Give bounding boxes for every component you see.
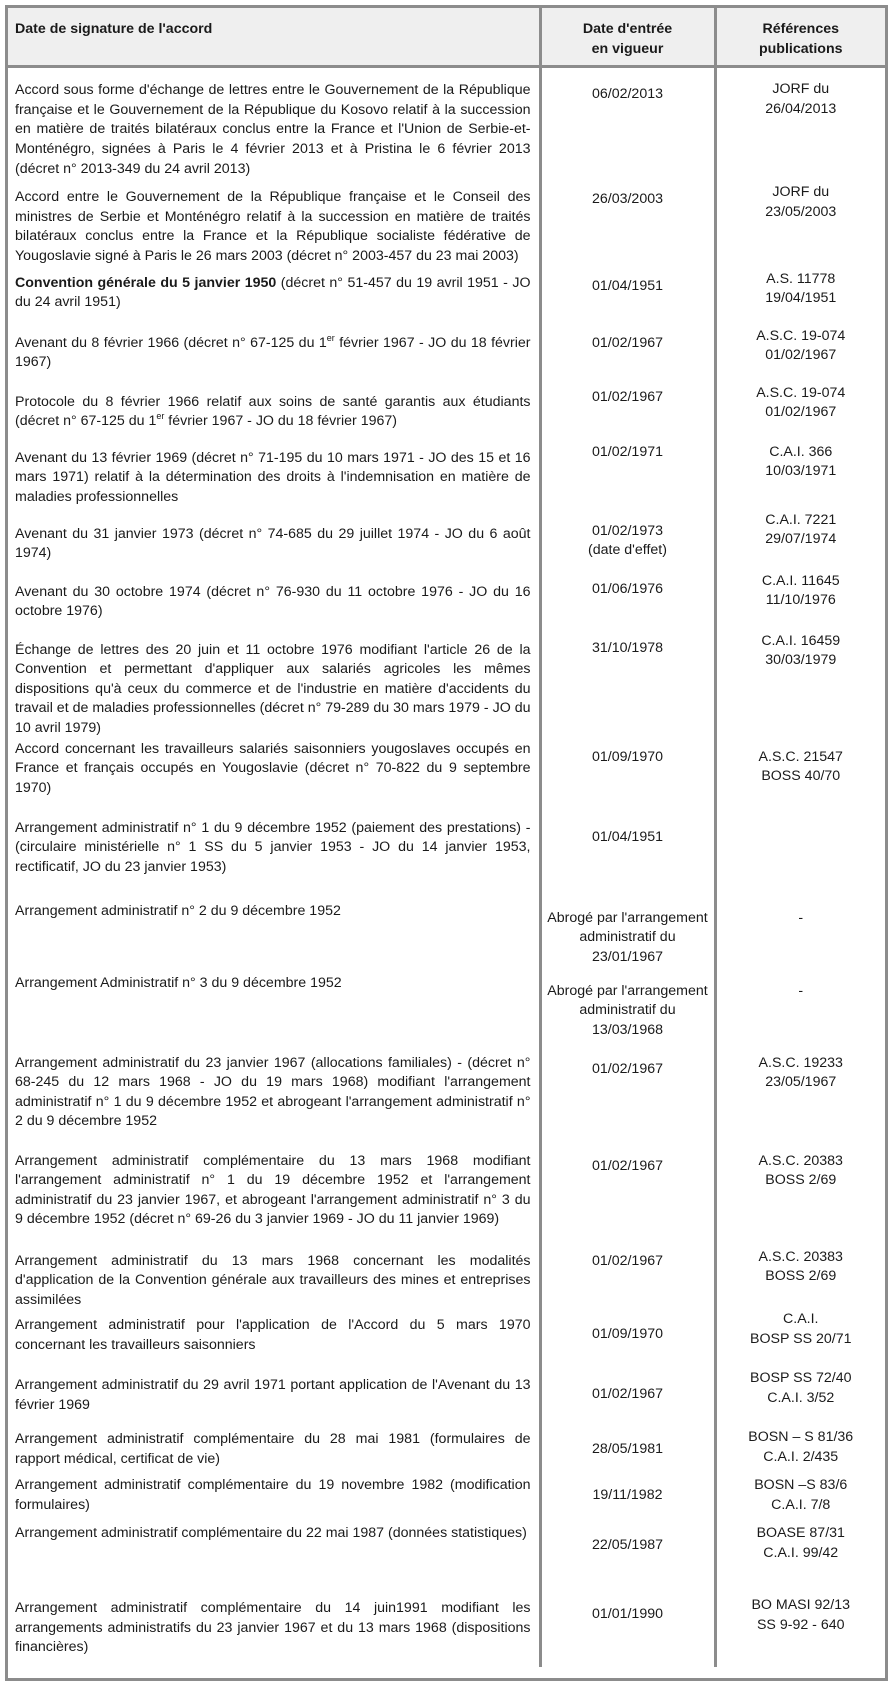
accords-table xyxy=(8,8,885,1667)
entry-date-cell: 26/03/2003 xyxy=(540,179,715,266)
entry-date-cell: 19/11/1982 xyxy=(540,1476,715,1524)
entry-date-cell: 01/02/1973 (date d'effet) xyxy=(540,511,715,569)
table-row xyxy=(8,896,885,974)
entry-date-cell: 01/02/1967 xyxy=(540,1369,715,1428)
accord-cell: Accord entre le Gouvernement de la République française et le Conseil des ministres de Serbie et Monténégro relatif à la succession en matière de traités bilatéraux conclus entre la France et la République socialiste fédérative de Yougoslavie signé à Paris le 26 mars 2003 (décret n° 2003-457 du 23 mai 2003) xyxy=(15,189,531,264)
entry-date-cell: 01/04/1951 xyxy=(540,267,715,325)
reference-cell: - xyxy=(715,896,885,974)
reference-cell: A.S. 11778 19/04/1951 xyxy=(715,267,885,325)
reference-cell: A.S.C. 20383 BOSS 2/69 xyxy=(715,1248,885,1311)
accord-cell: Avenant du 31 janvier 1973 (décret n° 74-685 du 29 juillet 1974 - JO du 6 août 1974) xyxy=(15,525,531,562)
table-row xyxy=(8,1054,885,1152)
accord-cell: Protocole du 8 février 1966 relatif aux soins de santé garantis aux étudiants (décret n° 67-125 du 1er février 1967 - JO du 18 février 1967) xyxy=(15,393,531,430)
entry-date-cell: 01/02/1967 xyxy=(540,1248,715,1311)
accord-cell: Arrangement administratif du 13 mars 1968 concernant les modalités d'application de la Convention générale aux travailleurs des mines et entreprises assimilées xyxy=(15,1252,531,1308)
reference-cell: BOASE 87/31 C.A.I. 99/42 xyxy=(715,1524,885,1587)
accord-cell: Échange de lettres des 20 juin et 11 octobre 1976 modifiant l'article 26 de la Convention et permettant d'appliquer aux salariés agricoles les mêmes dispositions qu'à ceux du commerce et de l'industrie en matière d'accidents du travail et de maladies professionnelles (décret n° 79-289 du 30 mars 1979 - JO du 10 avril 1979) xyxy=(15,641,531,736)
entry-date-cell: 01/09/1970 xyxy=(540,739,715,813)
entry-date-cell: 06/02/2013 xyxy=(540,67,715,179)
table-frame xyxy=(5,5,888,1681)
entry-date-cell: 22/05/1987 xyxy=(540,1524,715,1587)
reference-cell: A.S.C. 19-074 01/02/1967 xyxy=(715,384,885,443)
accord-cell: Arrangement Administratif n° 3 du 9 décembre 1952 xyxy=(15,974,342,991)
accord-cell: Arrangement administratif complémentaire du 13 mars 1968 modifiant l'arrangement administratif n° 1 du 19 décembre 1952 et l'arrangement administratif du 23 janvier 1967, et abrogeant l'arrangement administratif n° 3 du 9 décembre 1952 (décret n° 69-26 du 3 janvier 1969 - JO du 11 janvier 1969) xyxy=(15,1152,531,1228)
table-row xyxy=(8,384,885,443)
table-row xyxy=(8,1248,885,1311)
table-row xyxy=(8,267,885,325)
reference-cell: C.A.I. 366 10/03/1971 xyxy=(715,443,885,511)
reference-cell: C.A.I. 11645 11/10/1976 xyxy=(715,569,885,628)
table-row xyxy=(8,1524,885,1587)
accord-cell: Arrangement administratif complémentaire du 28 mai 1981 (formulaires de rapport médical, certificat de vie) xyxy=(15,1431,531,1467)
accord-cell: Arrangement administratif n° 1 du 9 décembre 1952 (paiement des prestations) - (circulaire ministérielle n° 1 SS du 5 janvier 1953 - JO du 14 janvier 1953, rectificatif, JO du 23 janvier 1953) xyxy=(15,819,531,875)
table-row xyxy=(8,1428,885,1476)
header-entry-date: Date d'entrée en vigueur xyxy=(540,8,715,67)
accord-cell: Arrangement administratif complémentaire du 22 mai 1987 (données statistiques) xyxy=(15,1525,527,1542)
reference-cell: A.S.C. 19233 23/05/1967 xyxy=(715,1054,885,1152)
accord-cell: Avenant du 8 février 1966 (décret n° 67-125 du 1er février 1967 - JO du 18 février 1967) xyxy=(15,332,531,371)
entry-date-cell: 01/02/1971 xyxy=(540,443,715,511)
accord-cell: Arrangement administratif n° 2 du 9 décembre 1952 xyxy=(15,902,341,919)
accord-cell: Accord sous forme d'échange de lettres entre le Gouvernement de la République française et le Gouvernement de la République du Kosovo relatif à la succession en matière de traités bilatéraux conclus entre la France et l'Union de Serbie-et-Monténégro, signées à Paris le 4 février 2013 et à Pristina le 6 février 2013 (décret n° 2013-349 du 24 avril 2013) xyxy=(15,82,531,177)
reference-cell: A.S.C. 21547 BOSS 40/70 xyxy=(715,739,885,813)
accord-cell: Arrangement administratif complémentaire du 14 juin1991 modifiant les arrangements administratifs du 23 janvier 1967 et du 13 mars 1968 (dispositions financières) xyxy=(15,1600,531,1656)
reference-cell: C.A.I. BOSP SS 20/71 xyxy=(715,1310,885,1369)
reference-cell: BOSN –S 83/6 C.A.I. 7/8 xyxy=(715,1476,885,1524)
accord-cell: Convention générale du 5 janvier 1950 (décret n° 51-457 du 19 avril 1951 - JO du 24 avril 1951) xyxy=(15,274,531,311)
reference-cell: A.S.C. 19-074 01/02/1967 xyxy=(715,325,885,384)
reference-cell: A.S.C. 20383 BOSS 2/69 xyxy=(715,1152,885,1248)
reference-cell: BOSN – S 81/36 C.A.I. 2/435 xyxy=(715,1428,885,1476)
table-row xyxy=(8,1587,885,1667)
table-row xyxy=(8,511,885,569)
entry-date-cell: Abrogé par l'arrangement administratif du 13/03/1968 xyxy=(540,974,715,1054)
entry-date-cell: 01/02/1967 xyxy=(540,384,715,443)
accord-cell: Avenant du 30 octobre 1974 (décret n° 76-930 du 11 octobre 1976 - JO du 16 octobre 1976) xyxy=(15,583,531,620)
reference-cell: C.A.I. 7221 29/07/1974 xyxy=(715,511,885,569)
accord-cell: Avenant du 13 février 1969 (décret n° 71-195 du 10 mars 1971 - JO des 15 et 16 mars 1971) relatif à la détermination des droits à l'indemnisation en matière de maladies professionnelles xyxy=(15,449,531,505)
table-row xyxy=(8,739,885,813)
accord-cell: Arrangement administratif pour l'application de l'Accord du 5 mars 1970 concernant les travailleurs saisonniers xyxy=(15,1317,531,1353)
table-row xyxy=(8,1310,885,1369)
header-row xyxy=(8,8,885,67)
reference-cell: BOSP SS 72/40 C.A.I. 3/52 xyxy=(715,1369,885,1428)
table-row xyxy=(8,569,885,628)
table-row xyxy=(8,974,885,1054)
table-row xyxy=(8,1476,885,1524)
reference-cell: - xyxy=(715,974,885,1054)
table-row xyxy=(8,1152,885,1248)
reference-cell: JORF du 26/04/2013 xyxy=(715,67,885,179)
table-row xyxy=(8,67,885,179)
table-row xyxy=(8,813,885,896)
table-row xyxy=(8,325,885,384)
accord-cell: Accord concernant les travailleurs salariés saisonniers yougoslaves occupés en France et français occupés en Yougoslavie (décret n° 70-822 du 9 septembre 1970) xyxy=(15,740,531,796)
entry-date-cell: 01/02/1967 xyxy=(540,1152,715,1248)
entry-date-cell: 01/02/1967 xyxy=(540,325,715,384)
header-references: Références publications xyxy=(715,8,885,67)
entry-date-cell: 31/10/1978 xyxy=(540,628,715,739)
reference-cell xyxy=(715,813,885,896)
entry-date-cell: 01/06/1976 xyxy=(540,569,715,628)
entry-date-cell: 01/01/1990 xyxy=(540,1587,715,1667)
reference-cell: BO MASI 92/13 SS 9-92 - 640 xyxy=(715,1587,885,1667)
reference-cell: JORF du 23/05/2003 xyxy=(715,179,885,266)
table-row xyxy=(8,443,885,511)
table-row xyxy=(8,1369,885,1428)
entry-date-cell: 28/05/1981 xyxy=(540,1428,715,1476)
table-row xyxy=(8,628,885,739)
accord-cell: Arrangement administratif complémentaire du 19 novembre 1982 (modification formulaires) xyxy=(15,1477,531,1513)
accord-cell: Arrangement administratif du 29 avril 1971 portant application de l'Avenant du 13 février 1969 xyxy=(15,1377,531,1413)
entry-date-cell: 01/09/1970 xyxy=(540,1310,715,1369)
reference-cell: C.A.I. 16459 30/03/1979 xyxy=(715,628,885,739)
entry-date-cell: Abrogé par l'arrangement administratif du 23/01/1967 xyxy=(540,896,715,974)
header-signature-date: Date de signature de l'accord xyxy=(8,8,540,67)
entry-date-cell: 01/04/1951 xyxy=(540,813,715,896)
table-row xyxy=(8,179,885,266)
entry-date-cell: 01/02/1967 xyxy=(540,1054,715,1152)
accord-cell: Arrangement administratif du 23 janvier 1967 (allocations familiales) - (décret n° 68-245 du 12 mars 1968 - JO du 19 mars 1968) modifiant l'arrangement administratif n° 1 du 9 décembre 1952 et abrogeant l'arrangement administratif n° 2 du 9 décembre 1952 xyxy=(15,1054,531,1130)
